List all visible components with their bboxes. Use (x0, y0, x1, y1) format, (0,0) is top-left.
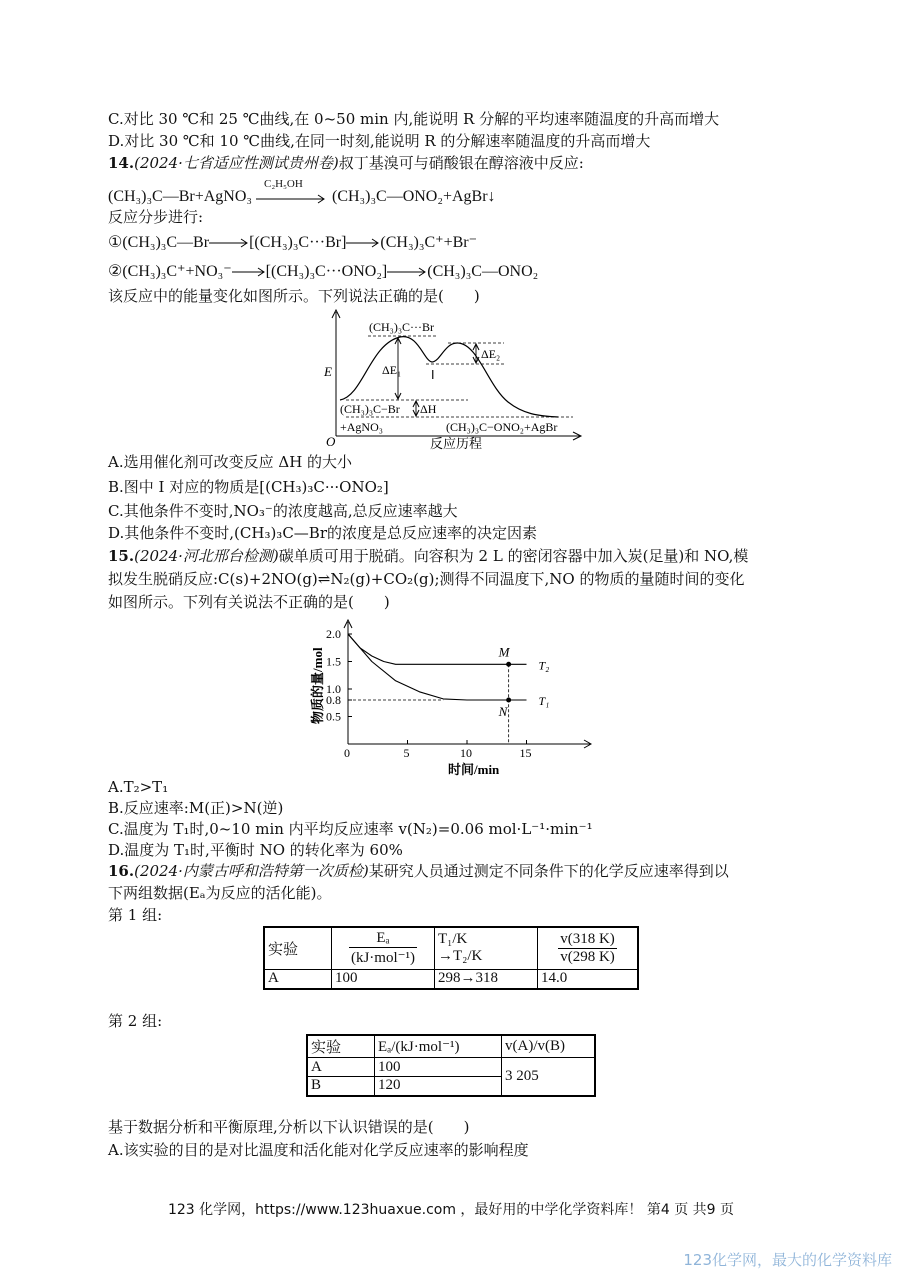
q13-option-d: D.对比 30 ℃和 10 ℃曲线,在同一时刻,能说明 R 的分解速率随温度的升高而增大 (108, 132, 651, 150)
table-cell: 3 205 (502, 1058, 596, 1096)
point-label: N (498, 704, 508, 719)
step2-transition: [(CH₃)₃C···ONO₂] (265, 263, 388, 280)
y-axis-label: 物质的量/mol (310, 647, 325, 724)
table-row (264, 969, 638, 989)
delta-h-label: ΔH (420, 402, 437, 416)
table-cell: 100 (332, 969, 435, 989)
table-header: 实验 (307, 1035, 375, 1058)
q15-option-c: C.温度为 T₁时,0~10 min 内平均反应速率 v(N₂)=0.06 mol·L⁻¹·min⁻¹ (108, 820, 593, 838)
fraction-numerator: v(318 K) (560, 930, 615, 947)
energy-axis-label: E (324, 364, 332, 379)
group-2-label: 第 2 组: (108, 1012, 163, 1030)
q14-step-2 (108, 262, 538, 282)
y-tick-label: 1.5 (326, 654, 341, 669)
q15-stem-1 (108, 546, 748, 566)
step1-transition: [(CH₃)₃C···Br] (249, 234, 347, 251)
q14-option-d: D.其他条件不变时,(CH₃)₃C—Br的浓度是总反应速率的决定因素 (108, 524, 537, 542)
series-label: T₂ (538, 658, 550, 673)
reaction-path-label: 反应历程 (430, 436, 483, 450)
data-table-group-1 (263, 926, 639, 990)
delta-e2-label: ΔE₂ (481, 347, 501, 361)
equation-reactants: (CH₃)₃C—Br+AgNO₃ (108, 188, 252, 205)
q15-option-a: A.T₂>T₁ (108, 778, 169, 796)
x-tick-label: 15 (519, 746, 532, 760)
table-row (307, 1058, 595, 1077)
step2-product: (CH₃)₃C—ONO₂ (427, 263, 539, 280)
header-line: T₁/K (438, 931, 468, 948)
transition-state-label: (CH₃)₃C···Br (369, 320, 435, 334)
step1-product: (CH₃)₃C⁺+Br⁻ (380, 234, 478, 251)
arrow-icon (232, 266, 266, 278)
data-table-group-2 (306, 1034, 596, 1097)
question-text: 叔丁基溴可与硝酸银在醇溶液中反应: (338, 154, 584, 172)
step2-reactant: ②(CH₃)₃C⁺+NO₃⁻ (108, 263, 232, 280)
group-1-label: 第 1 组: (108, 906, 163, 924)
reaction-arrow (256, 178, 328, 207)
y-tick-label: 0.5 (326, 709, 341, 724)
x-tick-label: 0 (344, 746, 350, 760)
question-source: (2024·内蒙古呼和浩特第一次质检) (134, 862, 369, 880)
table-cell: A (264, 969, 332, 989)
q16-option-a: A.该实验的目的是对比温度和活化能对化学反应速率的影响程度 (108, 1141, 529, 1159)
delta-e1-label: ΔE₁ (382, 363, 402, 377)
table-header (332, 927, 435, 969)
q14-option-c: C.其他条件不变时,NO₃⁻的浓度越高,总反应速率越大 (108, 502, 458, 520)
fraction-denominator: v(298 K) (560, 948, 615, 965)
table-header: v(A)/v(B) (502, 1035, 596, 1058)
x-tick-label: 10 (460, 746, 472, 760)
table-cell: 100 (375, 1058, 502, 1077)
arrow-icon (346, 237, 380, 249)
question-number: 14. (108, 154, 135, 172)
table-cell: 120 (375, 1077, 502, 1096)
q15-option-d: D.温度为 T₁时,平衡时 NO 的转化率为 60% (108, 841, 403, 859)
question-source: (2024·河北邢台检测) (134, 547, 279, 565)
q14-option-b: B.图中 Ⅰ 对应的物质是[(CH₃)₃C···ONO₂] (108, 478, 389, 496)
question-text: 碳单质可用于脱硝。向容积为 2 L 的密闭容器中加入炭(足量)和 NO,模 (278, 547, 749, 565)
table-cell: 14.0 (538, 969, 639, 989)
q14-option-a: A.选用催化剂可改变反应 ΔH 的大小 (108, 453, 353, 471)
energy-diagram (318, 306, 588, 450)
page-footer: 123 化学网，https://www.123huaxue.com ，最好用的中学化学资料库！ 第4 页 共9 页 (167, 1202, 735, 1218)
table-header: 实验 (264, 927, 332, 969)
arrow-icon (387, 266, 427, 278)
q15-option-b: B.反应速率:M(正)>N(逆) (108, 799, 284, 817)
table-cell: B (307, 1077, 375, 1096)
watermark: 123化学网，最大的化学资料库 (683, 1251, 892, 1269)
table-header (435, 927, 538, 969)
q14-question: 该反应中的能量变化如图所示。下列说法正确的是( ) (108, 287, 480, 305)
q16-stem-1 (108, 861, 729, 881)
q14-step-1 (108, 233, 477, 253)
x-axis-label: 时间/min (448, 762, 500, 777)
fraction-denominator: (kJ·mol⁻¹) (350, 949, 416, 966)
fraction-numerator: Eₐ (349, 930, 417, 948)
point-n (506, 698, 511, 703)
reactant-label: (CH₃)₃C−Br (340, 402, 400, 416)
table-cell: 298→318 (435, 969, 538, 989)
question-number: 16. (108, 862, 135, 880)
q15-stem-2: 拟发生脱硝反应:C(s)+2NO(g)⇌N₂(g)+CO₂(g);测得不同温度下,NO 的物质的量随时间的变化 (108, 570, 745, 588)
q14-overall-equation (108, 178, 496, 207)
q13-option-c: C.对比 30 ℃和 25 ℃曲线,在 0~50 min 内,能说明 R 分解的平均速率随温度的升高而增大 (108, 110, 720, 128)
step1-reactant: ①(CH₃)₃C—Br (108, 234, 210, 251)
question-source: (2024·七省适应性测试贵州卷) (134, 154, 339, 172)
origin-label: O (326, 434, 336, 449)
header-line: →T₂/K (438, 948, 483, 965)
equation-products: (CH₃)₃C—ONO₂+AgBr↓ (331, 188, 496, 205)
q14-stem (108, 153, 584, 173)
reaction-condition: C₂H₅OH (263, 178, 303, 190)
point-m (506, 662, 511, 667)
point-label: M (498, 644, 510, 660)
q16-stem-2: 下两组数据(Eₐ为反应的活化能)。 (108, 884, 332, 902)
table-header (538, 927, 639, 969)
table-header: Eₐ/(kJ·mol⁻¹) (375, 1035, 502, 1058)
no-amount-chart (308, 616, 598, 781)
q14-steps-label: 反应分步进行: (108, 208, 204, 226)
question-text: 某研究人员通过测定不同条件下的化学反应速率得到以 (368, 862, 729, 880)
x-tick-label: 5 (403, 746, 410, 760)
y-tick-label: 0.8 (326, 693, 341, 707)
product-label: (CH₃)₃C−ONO₂+AgBr (446, 420, 558, 434)
arrow-icon (209, 237, 249, 249)
question-number: 15. (108, 547, 135, 565)
intermediate-label: Ⅰ (431, 368, 435, 382)
y-tick-label: 1.0 (326, 682, 341, 696)
reactant-label-2: +AgNO₃ (340, 420, 383, 434)
table-cell: A (307, 1058, 375, 1077)
y-tick-label: 2.0 (326, 627, 341, 641)
q15-stem-3: 如图所示。下列有关说法不正确的是( ) (108, 593, 390, 611)
q16-question: 基于数据分析和平衡原理,分析以下认识错误的是( ) (108, 1118, 470, 1136)
series-label: T₁ (538, 694, 550, 708)
